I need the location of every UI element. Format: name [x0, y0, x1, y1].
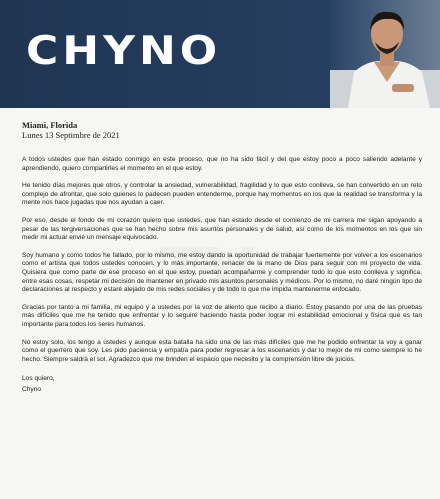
paragraph-4: Soy humano y como todos he fallado, por lo mismo, me estoy dando la oportunidad de trabajar fuertemente por volver a los escenarios como el artista que todos ustedes conocen, y lo más importante, renacer de la mano de Dios para seguir con mi proyecto de vida. Quisiera que como parte de ese proceso en el que estoy, puedan acompañarme y comprender todo lo que esto conlleva y significa, entre esas cosas, respetar mi decisión de mantener en privado mis asuntos personales y médicos. Por lo mismo, no daré ningún tipo de declaraciones al respecto y estaré alejado de mis redes sociales y de todo lo que me impida mantenerme enfocado.	[22, 251, 422, 294]
letter-body	[22, 120, 422, 395]
chyno-logo: CHYNO	[26, 28, 222, 74]
letter-header	[0, 0, 440, 108]
paragraph-2: He tenido días mejores que otros, y controlar la ansiedad, vulnerabilidad, fragilidad y lo que esto conlleva, se han convertido en un reto complejo de afrontar, que solo quienes lo padecen pueden entenderme, porque hay momentos en los que la realidad se transforma y la mente nos hace jugadas que nos ayudan a caer.	[22, 182, 422, 207]
portrait-photo	[330, 0, 440, 108]
closing-line: Los quiero,	[22, 375, 55, 383]
letter-place: Miami, Florida	[22, 120, 78, 130]
paragraph-5: Gracias por tanto a mi familia, mi equipo y a ustedes por la voz de aliento que recibo a diario. Estoy pasando por una de las pruebas más difíciles que me he tenido que enfrentar y lo seguiré haciendo hasta poder lograr mi estabilidad emocional y física que es tan importante para todos los seres humanos.	[22, 303, 422, 328]
paragraph-1: A todos ustedes que han estado conmigo en este proceso, que no ha sido fácil y del que estoy poco a poco saliendo adelante y aprendiendo, quiero compartirles el momento en el que estoy.	[22, 156, 422, 172]
signature: Chyno	[22, 386, 42, 394]
letter-date: Lunes 13 Septimbre de 2021	[22, 130, 120, 140]
watermark: TV	[160, 236, 258, 310]
paragraph-6: No estoy solo, los tengo a ustedes y aunque esta batalla ha sido una de las más difíciles que me he podido enfrentar la voy a ganar como el guerrero que soy. Les pido paciencia y empatía para poder regresar a los escenarios y dar lo mejor de mi como siempre lo he hecho. Siempre saldrá el sol. Agradezco que me brinden el espacio que necesito y la comprensión libre de juicios.	[22, 338, 422, 363]
letter-closing-block	[22, 373, 422, 395]
paragraph-3: Por eso, desde el fondo de mi corazón quiero que ustedes, que han estado desde el comienzo de mi carrera me sigan apoyando a pesar de las tergiversaciones que se han hecho sobre mis asuntos personales y de salud, así como de los momentos en los que sin medir mi actuar envié un mensaje equivocado.	[22, 216, 422, 242]
